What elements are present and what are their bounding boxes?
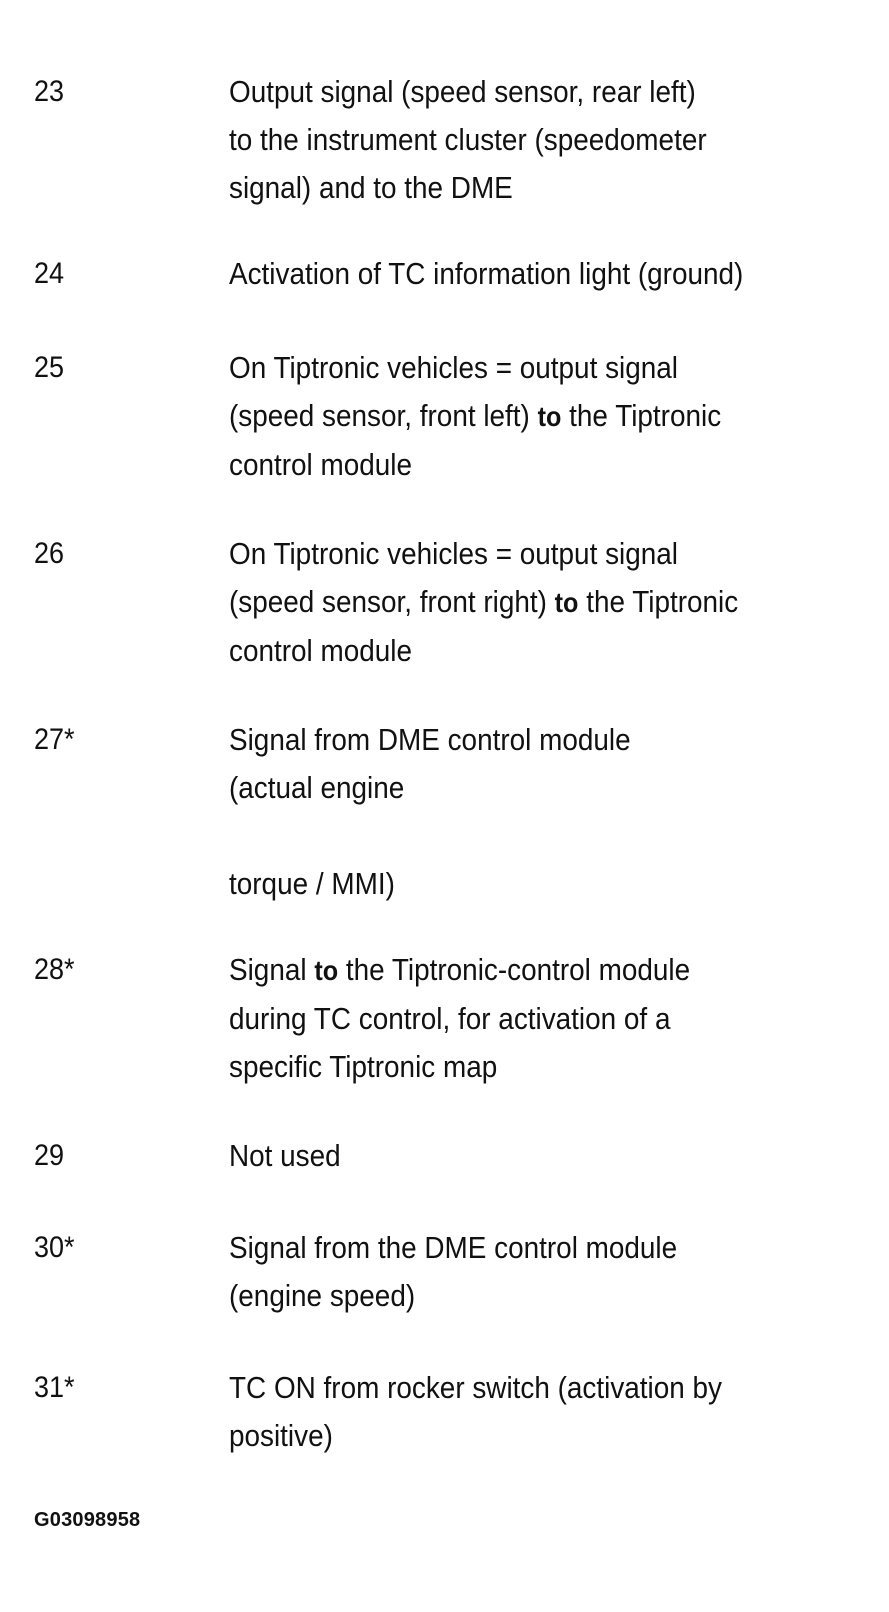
- emphasis-to: to: [314, 955, 339, 986]
- description-line: (engine speed): [229, 1278, 416, 1313]
- description-line: [229, 812, 805, 860]
- description-line: [229, 578, 805, 627]
- pin-description: [229, 68, 805, 212]
- description-line: Not used: [229, 1138, 341, 1173]
- description-line: On Tiptronic vehicles = output signal: [229, 350, 678, 385]
- description-line: Activation of TC information light (ground): [229, 256, 744, 291]
- line-text: the Tiptronic: [561, 398, 722, 433]
- description-line: specific Tiptronic map: [229, 1049, 498, 1084]
- line-text: (speed sensor, front right): [229, 584, 555, 619]
- pin-description: [229, 1132, 805, 1180]
- description-line: [229, 946, 805, 995]
- description-line: [229, 392, 805, 441]
- description-line: positive): [229, 1418, 333, 1453]
- line-text: (speed sensor, front left): [229, 398, 538, 433]
- description-line: signal) and to the DME: [229, 170, 513, 205]
- description-line: Signal from the DME control module: [229, 1230, 678, 1265]
- pin-description: [229, 530, 805, 675]
- pin-number: 31*: [34, 1371, 75, 1404]
- description-line: to the instrument cluster (speedometer: [229, 122, 707, 157]
- emphasis-to: to: [554, 587, 579, 618]
- line-text: the Tiptronic-control module: [338, 952, 691, 987]
- pin-number: 25: [34, 351, 65, 384]
- pin-number: 27*: [34, 723, 75, 756]
- line-text: the Tiptronic: [578, 584, 739, 619]
- description-line: Output signal (speed sensor, rear left): [229, 74, 696, 109]
- description-line: during TC control, for activation of a: [229, 1001, 671, 1036]
- emphasis-to: to: [537, 401, 562, 432]
- pin-description: [229, 250, 805, 298]
- description-line: (actual engine: [229, 770, 405, 805]
- pin-number: 24: [34, 257, 65, 290]
- description-line: control module: [229, 633, 413, 668]
- figure-id: G03098958: [34, 1509, 141, 1531]
- pin-description: [229, 344, 805, 489]
- pin-number: 29: [34, 1139, 65, 1172]
- line-text: Signal: [229, 952, 315, 987]
- description-line: On Tiptronic vehicles = output signal: [229, 536, 678, 571]
- pin-description: [229, 1364, 805, 1460]
- description-line: control module: [229, 447, 413, 482]
- pin-number: 28*: [34, 953, 75, 986]
- pin-number: 23: [34, 75, 65, 108]
- description-line: Signal from DME control module: [229, 722, 631, 757]
- description-line: TC ON from rocker switch (activation by: [229, 1370, 723, 1405]
- pin-description: [229, 716, 805, 908]
- pin-number: 30*: [34, 1231, 75, 1264]
- pin-number: 26: [34, 537, 65, 570]
- pin-description: [229, 946, 805, 1091]
- pin-description: [229, 1224, 805, 1320]
- description-line: torque / MMI): [229, 866, 395, 901]
